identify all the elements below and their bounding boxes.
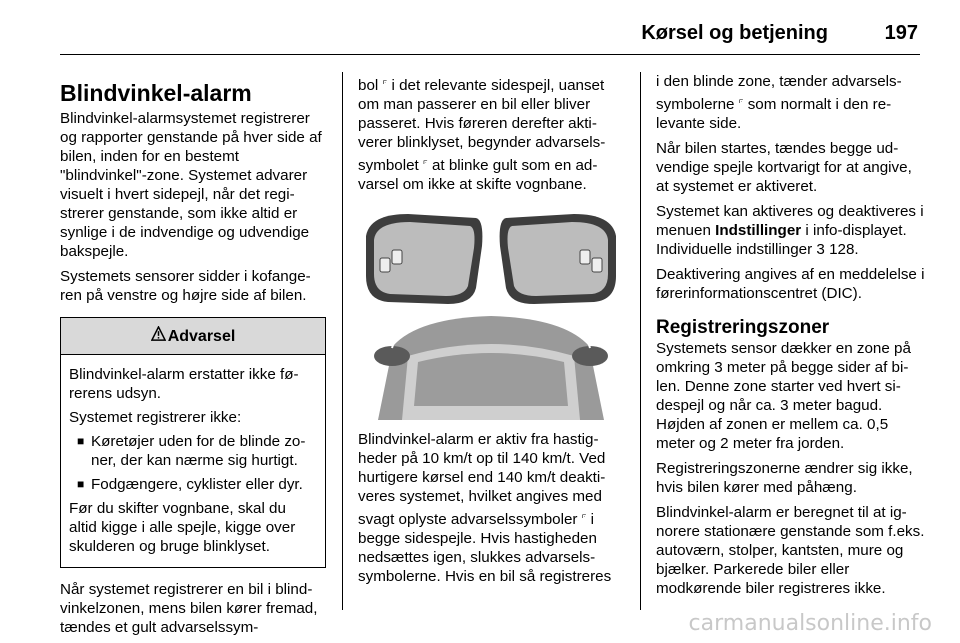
list-item: ■ Køretøjer uden for de blinde zoner, der kan nærme sig hurtigt. — [69, 432, 317, 470]
blind-spot-warning-icon: ⟔ — [581, 510, 587, 522]
blind-spot-warning-icon: ⟔ — [423, 156, 428, 168]
paragraph: Blindvinkel-alarmsystemet registrerer og rapporter genstande på hver side af bilen, inden for en bestemt "blindvinkel"-zone. Systemet advarer visuelt i hvert sidepejl, når det registrerer genstande, som ikke altid er synlige i de indvendige og udvendige bakspejle. — [60, 110, 322, 260]
warning-text: Blindvinkel-alarm erstatter ikke førerens udsyn. — [69, 366, 299, 402]
paragraph: Blindvinkel-alarm er beregnet til at ignorere stationære genstande som f.eks. autoværn, stolper, kantsten, mure og bjælker. Parkerede biler eller modkørende biler registreres ikke. — [656, 504, 925, 598]
menu-name: Indstillinger — [715, 222, 802, 240]
paragraph: i den blinde zone, tænder advarselssymbolerne ⟔ som normalt i den relevante side. — [656, 73, 902, 133]
column-divider — [640, 72, 641, 610]
page-reference[interactable]: 128. — [824, 241, 859, 259]
list-item: ■ Fodgængere, cyklister eller dyr. — [69, 475, 317, 494]
warning-header — [61, 318, 325, 355]
blind-spot-warning-icon: ⟔ — [738, 95, 744, 106]
bullet-icon: ■ — [77, 477, 85, 491]
paragraph: Når systemet registrerer en bil i blindvinkelzonen, mens bilen kører fremad, tændes et gult advarselssym- — [60, 581, 318, 636]
watermark: carmanualsonline.info — [688, 611, 932, 636]
section-heading: Blindvinkel-alarm — [60, 80, 252, 106]
column-middle — [358, 72, 624, 592]
blind-spot-warning-icon: ⟔ — [382, 76, 388, 87]
side-mirror-illustration — [358, 206, 624, 420]
section-title: Kørsel og betjening — [641, 22, 828, 44]
paragraph: bol ⟔ i det relevante sidespejl, uanset om man passerer en bil eller bliver passeret. Hvis føreren derefter aktiverer blinklyset, begynder advarselssymbolet ⟔ at blinke gult som en advarsel om ikke at skifte vognbane. — [358, 76, 606, 194]
subsection-heading: Registreringszoner — [656, 317, 830, 339]
warning-box — [60, 317, 326, 568]
arrow-right-icon: 3 — [816, 241, 825, 259]
paragraph: Deaktivering angives af en meddelelse i førerinformationscentret (DIC). — [656, 266, 925, 303]
bullet-icon: ■ — [77, 434, 85, 448]
paragraph: Blindvinkel-alarm er aktiv fra hastigheder på 10 km/t op til 140 km/t. Ved hurtigere kørsel end 140 km/t deaktiveres systemet, hvilket angives med svagt oplyste advarselssymboler ⟔ i begge sidespejle. Hvis hastigheden nedsættes igen, slukkes advarselssymbolerne. Hvis en bil så registreres — [358, 431, 612, 586]
paragraph: Systemets sensor dækker en zone på omkring 3 meter på begge sider af bilen. Denne zone starter ved hvert sidespejl og når ca. 3 meter bagud. Højden af zonen er mellem ca. 0,5 meter og 2 meter fra jorden. — [656, 340, 911, 453]
column-left — [60, 72, 326, 643]
page-number: 197 — [884, 22, 918, 44]
column-divider — [342, 72, 343, 610]
paragraph: Systemet kan aktiveres og deaktiveres i menuen Indstillinger i info-displayet. Individuelle indstillinger 3 128. — [656, 203, 924, 259]
page-header — [60, 14, 920, 55]
column-right — [656, 72, 926, 604]
warning-text: Systemet registrerer ikke: — [69, 409, 242, 426]
warning-title: Advarsel — [167, 327, 236, 345]
paragraph: Når bilen startes, tændes begge udvendige spejle kortvarigt for at angive, at systemet er aktiveret. — [656, 140, 912, 196]
paragraph: Registreringszonerne ændrer sig ikke, hvis bilen kører med påhæng. — [656, 460, 913, 497]
paragraph: Systemets sensorer sidder i kofangeren på venstre og højre side af bilen. — [60, 268, 311, 304]
warning-text: Før du skifter vognbane, skal du altid kigge i alle spejle, kigge over skulderen og bruge blinklyset. — [69, 500, 296, 555]
warning-triangle-icon — [151, 326, 166, 346]
